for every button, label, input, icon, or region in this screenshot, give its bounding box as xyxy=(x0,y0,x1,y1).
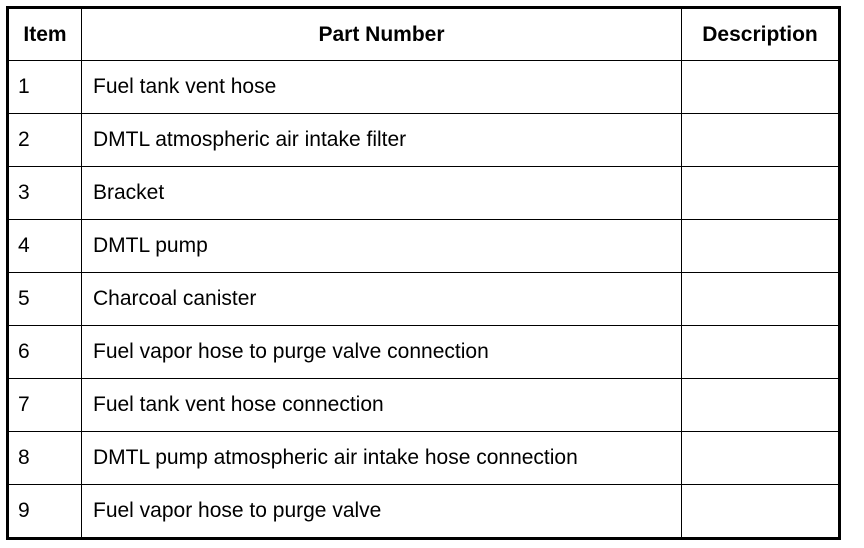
part-number-cell: Charcoal canister xyxy=(82,272,682,325)
table-row xyxy=(8,166,840,219)
item-number-cell: 2 xyxy=(8,113,82,166)
item-number-cell: 9 xyxy=(8,484,82,538)
part-number-cell: Fuel tank vent hose connection xyxy=(82,378,682,431)
column-header-description: Description xyxy=(682,8,840,61)
description-cell xyxy=(682,378,840,431)
table-body xyxy=(8,61,840,539)
item-number-cell: 6 xyxy=(8,325,82,378)
description-cell xyxy=(682,431,840,484)
table-row xyxy=(8,113,840,166)
table-row xyxy=(8,325,840,378)
description-cell xyxy=(682,272,840,325)
item-number-cell: 3 xyxy=(8,166,82,219)
table-row xyxy=(8,484,840,538)
description-cell xyxy=(682,219,840,272)
table-row xyxy=(8,61,840,114)
table-row xyxy=(8,272,840,325)
column-header-item: Item xyxy=(8,8,82,61)
part-number-cell: Bracket xyxy=(82,166,682,219)
column-header-part-number: Part Number xyxy=(82,8,682,61)
description-cell xyxy=(682,61,840,114)
description-cell xyxy=(682,325,840,378)
part-number-cell: Fuel tank vent hose xyxy=(82,61,682,114)
item-number-cell: 1 xyxy=(8,61,82,114)
table-row xyxy=(8,219,840,272)
item-number-cell: 7 xyxy=(8,378,82,431)
item-number-cell: 8 xyxy=(8,431,82,484)
description-cell xyxy=(682,484,840,538)
parts-table xyxy=(6,6,841,540)
item-number-cell: 5 xyxy=(8,272,82,325)
part-number-cell: DMTL atmospheric air intake filter xyxy=(82,113,682,166)
table-row xyxy=(8,431,840,484)
item-number-cell: 4 xyxy=(8,219,82,272)
description-cell xyxy=(682,113,840,166)
table-row xyxy=(8,378,840,431)
table-header-row xyxy=(8,8,840,61)
part-number-cell: DMTL pump xyxy=(82,219,682,272)
part-number-cell: DMTL pump atmospheric air intake hose connection xyxy=(82,431,682,484)
part-number-cell: Fuel vapor hose to purge valve xyxy=(82,484,682,538)
description-cell xyxy=(682,166,840,219)
part-number-cell: Fuel vapor hose to purge valve connection xyxy=(82,325,682,378)
